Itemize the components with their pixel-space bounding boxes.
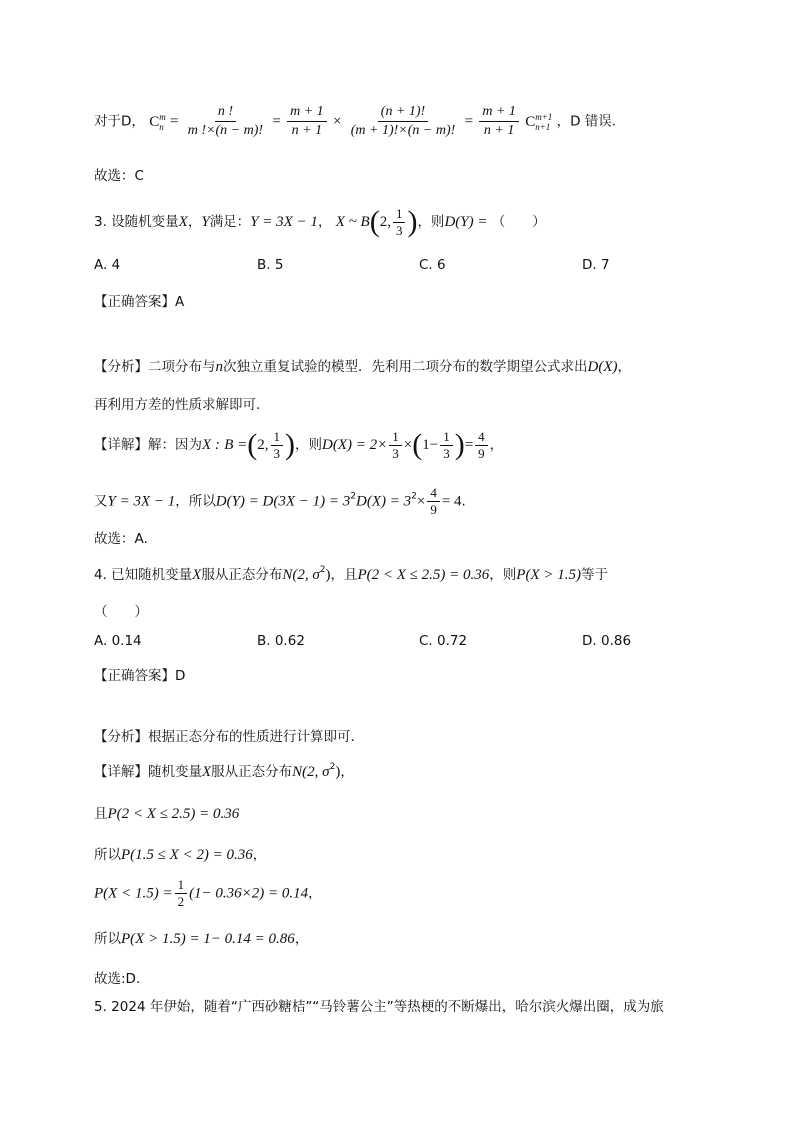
q3-answer: 故选：A. (94, 531, 148, 547)
q3-blank: （ ） (491, 214, 546, 230)
q4-answer: 故选:D. (94, 971, 141, 987)
q2-d-suffix: ，D 错误. (556, 113, 617, 130)
fraction-2: $\frac{m + 1}{n + 1}$ (287, 104, 327, 139)
q2-answer: 故选：C (94, 168, 144, 184)
q5-stem: 5. 2024 年伊始，随着“广西砂糖桔”“马铃薯公主”等热梗的不断爆出，哈尔滨火爆出圈，成为旅 (94, 999, 664, 1015)
q4-stem: 4. 已知随机变量X服从正态分布N(2, $\sigma^2$)，且P(2 < X ≤ 2.5) = 0.36，则P(X > 1.5)等于 (94, 565, 608, 583)
q3-choice-a: A. 4 (94, 257, 121, 273)
q4-choice-a: A. 0.14 (94, 633, 142, 649)
q3-stem: 3. 设随机变量X，Y满足：Y = 3X − 1， X ~ B(2, $\frac{1}{3}$ )，则D(Y) = （ ） (94, 205, 546, 238)
fraction-3: $\frac{(n + 1)!}{(m + 1)!\times(n - m)!}$ (350, 104, 456, 138)
q3-choice-b: B. 5 (257, 257, 284, 273)
q4-choice-b: B. 0.62 (257, 633, 305, 649)
q4-step-2: 所以P(1.5 ≤ X < 2) = 0.36， (94, 847, 267, 863)
q3-choice-c: C. 6 (419, 257, 446, 273)
q3-choice-d: D. 7 (582, 257, 610, 273)
fraction-4: $\frac{m + 1}{n + 1}$ (479, 104, 519, 139)
q3-analysis-line2: 再利用方差的性质求解即可. (94, 397, 261, 413)
fraction-1: $\frac{n !}{m !\times(n - m)!}$ (187, 104, 264, 138)
q4-blank: （ ） (94, 604, 148, 620)
q2-option-d-line: 对于D， C m n = $\frac{n !}{m !\times(n - m)!}$ = $\frac{m + 1}{n + 1}$ × $\frac{(n + 1)!}{(m + 1)!\times(n - m)!}$ = $\frac{m + 1}{n + 1}$ C m+1 n+1 ，D 错误. (94, 104, 617, 138)
q3-correct-answer: 【正确答案】A (94, 294, 185, 310)
q4-correct-answer: 【正确答案】D (94, 668, 186, 684)
q4-choice-d: D. 0.86 (582, 633, 632, 649)
q2-d-prefix: 对于D， (94, 113, 145, 130)
q3-variance-line: 又Y = 3X − 1，所以$D(Y) = D(3X - 1) = 3^2D(X) = 3^2\times$ $\frac{4}{9}$ = 4. (94, 485, 466, 517)
q3-detail: 【详解】解：因为X : B =(2, $\frac{1}{3}$ )，则D(X) = 2× $\frac{1}{3}$ ×(1− $\frac{1}{3}$ )= $\frac{4}{9}$ ， (94, 428, 504, 461)
q4-step-1: 且P(2 < X ≤ 2.5) = 0.36 (94, 806, 240, 822)
q4-detail: 【详解】随机变量X服从正态分布N(2, $\sigma^2$)， (94, 762, 354, 780)
q4-choice-c: C. 0.72 (419, 633, 468, 649)
comb-left: C m n (149, 112, 166, 133)
q4-step-4: 所以P(X > 1.5) = 1− 0.14 = 0.86， (94, 931, 309, 947)
comb-right: C m+1 n+1 (525, 112, 553, 133)
q4-step-3: P(X < 1.5) = $\frac{1}{2}$ (1− 0.36×2) = 0.14， (94, 877, 322, 909)
q4-analysis: 【分析】根据正态分布的性质进行计算即可. (94, 729, 355, 745)
q3-analysis: 【分析】二项分布与n次独立重复试验的模型．先利用二项分布的数学期望公式求出D(X)， (94, 359, 631, 375)
